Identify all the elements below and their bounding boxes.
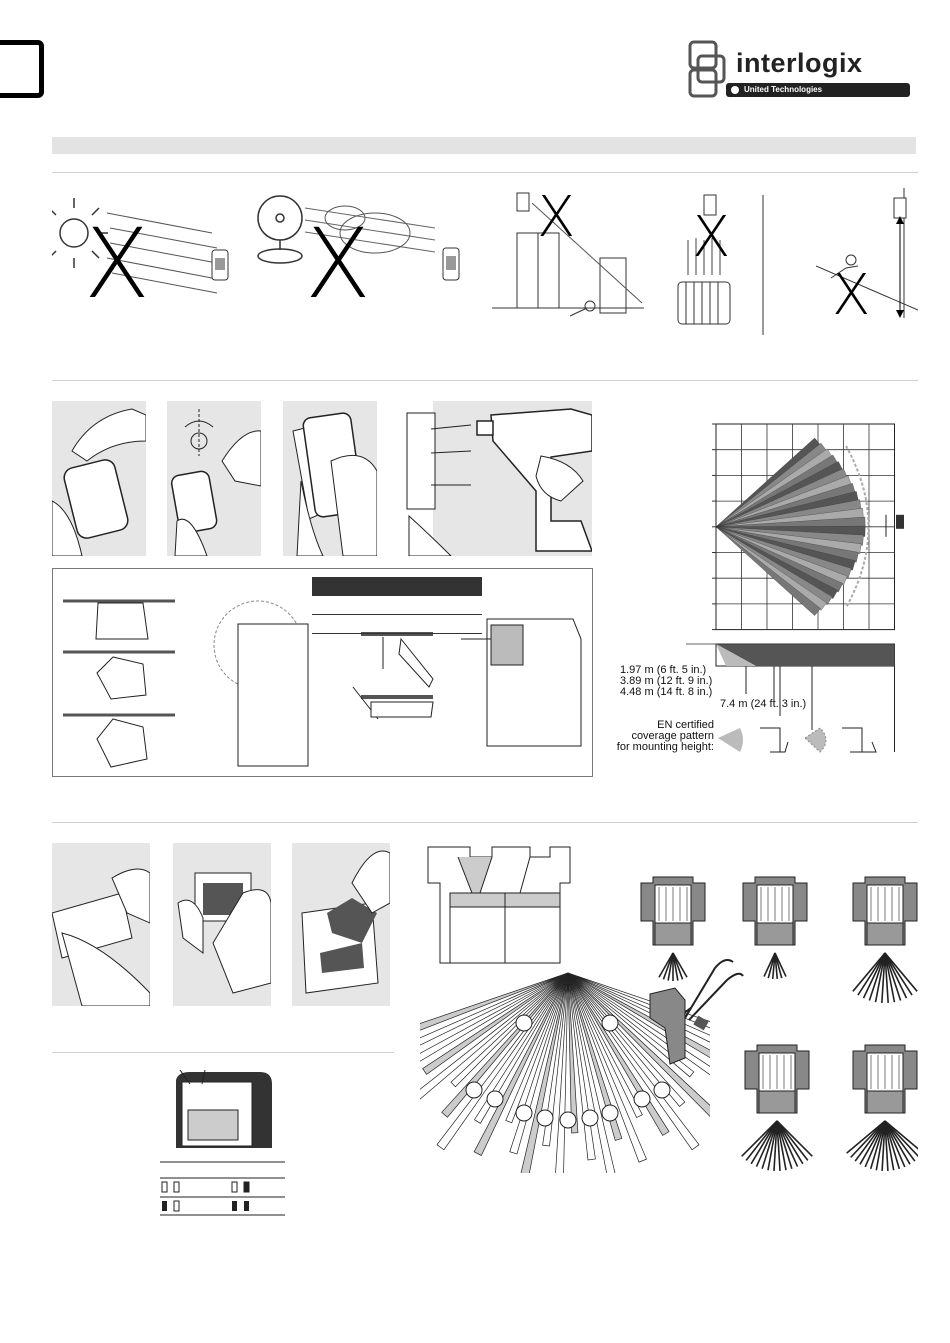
detector-icon: [896, 515, 904, 529]
coverage-pattern-chart: [610, 418, 910, 774]
distance-label-2: 3.89 m (12 ft. 9 in.): [620, 675, 713, 687]
mounting-options-box: [52, 568, 593, 777]
radiator-icon: [678, 282, 730, 324]
detector-icon: [212, 250, 228, 280]
x-mark: X: [537, 185, 576, 250]
distance-label-3: 4.48 m (14 ft. 8 in.): [620, 686, 713, 698]
lens-zone-marker: [516, 1105, 532, 1121]
warning-cabinet: [492, 185, 644, 338]
sub-brand-name: United Technologies: [744, 85, 823, 94]
divider-4: [52, 1052, 394, 1053]
en-pattern-icon: [805, 728, 826, 752]
divider-2: [52, 380, 918, 381]
en-certified-label: EN certified coverage pattern for mounting height:: [616, 719, 714, 753]
step-unlock: [167, 401, 261, 556]
step-open-cover: [52, 401, 146, 556]
distance-label-1: 1.97 m (6 ft. 5 in.): [620, 664, 707, 676]
mount-height-icon: [760, 728, 788, 752]
lens-zone-marker: [466, 1082, 482, 1098]
lens-options: [635, 875, 918, 1175]
x-mark: X: [305, 208, 371, 320]
page-tab: [0, 40, 44, 98]
divider-3: [52, 822, 918, 823]
step-mask: [292, 843, 390, 1006]
distance-label-4: 7.4 m (24 ft. 3 in.): [720, 698, 807, 710]
jumper-figure: [160, 1070, 285, 1220]
step-screw-base: [401, 401, 592, 556]
x-mark: X: [832, 263, 871, 328]
interlogix-logo: [688, 40, 912, 102]
lens-zone-marker: [582, 1110, 598, 1126]
lens-zone-marker: [602, 1015, 618, 1031]
detector-icon: [517, 193, 529, 211]
divider-1: [52, 172, 918, 173]
fan-icon: [258, 196, 302, 263]
lens-beam: [847, 1121, 885, 1153]
detector-icon: [894, 198, 906, 218]
x-mark: X: [692, 205, 731, 270]
title-bar: [52, 137, 916, 154]
en-pattern-icon: [718, 728, 743, 752]
warning-height: [816, 188, 918, 328]
x-mark: X: [84, 208, 150, 320]
warning-sun: [52, 188, 242, 320]
lens-zone-marker: [560, 1112, 576, 1128]
mounting-table: [312, 577, 482, 634]
mount-height-icon: [842, 728, 876, 752]
lens-zone-marker: [516, 1015, 532, 1031]
warning-radiator: [660, 190, 770, 338]
brand-name: interlogix: [736, 48, 863, 78]
detector-icon: [96, 603, 148, 767]
step-lens-holder: [173, 843, 271, 1006]
lens-zone-marker: [487, 1091, 503, 1107]
detector-icon: [443, 248, 459, 280]
step-remove-pcb: [52, 843, 150, 1006]
step-remove-back: [283, 401, 377, 556]
hand-icon: [72, 409, 146, 461]
lens-zone-marker: [537, 1110, 553, 1126]
screw-icon: [431, 425, 471, 485]
lens-zone-marker: [602, 1105, 618, 1121]
warning-fan: [255, 188, 470, 320]
